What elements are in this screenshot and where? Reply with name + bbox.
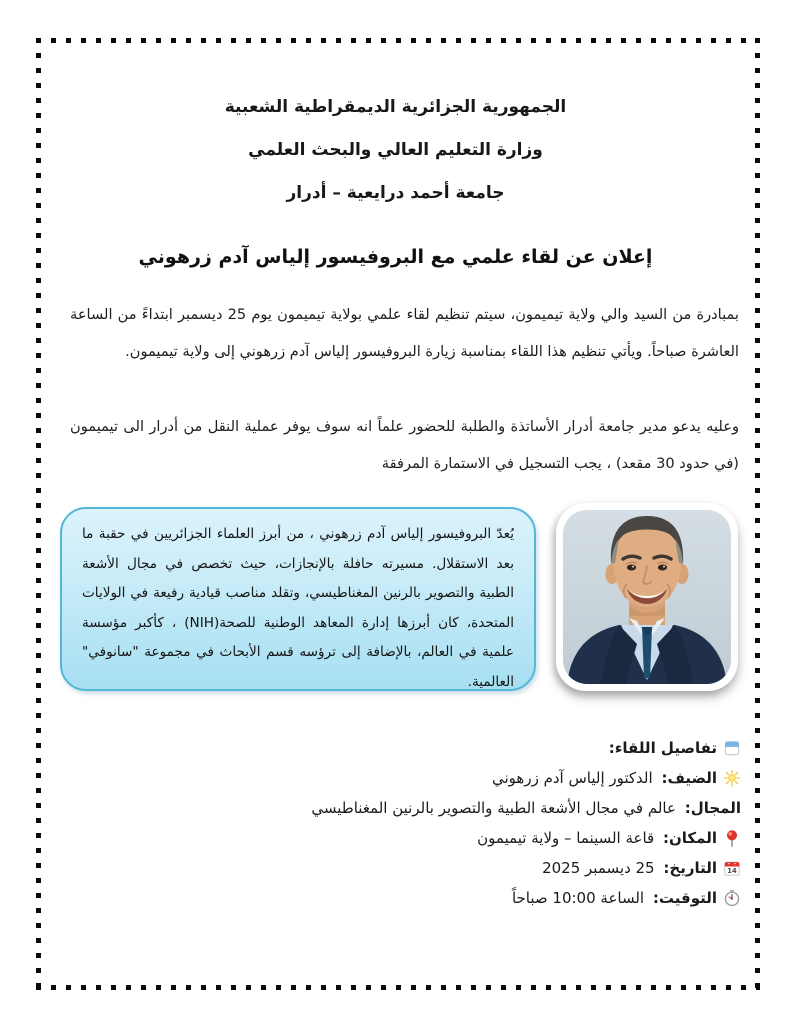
detail-time bbox=[60, 883, 741, 913]
intro-paragraph: بمبادرة من السيد والي ولاية تيميمون، سيتم تنظيم لقاء علمي بولاية تيميمون يوم 25 ديسمبر ابتداءً من الساعة العاشرة صباحاً. ويأتي تنظيم هذا اللقاء بمناسبة زيارة البروفيسور إلياس آدم زرهوني إلى ولاية تيميمون. bbox=[70, 306, 739, 360]
svg-text:14: 14 bbox=[727, 867, 737, 876]
header-ministry-line: وزارة التعليم العالي والبحث العلمي bbox=[248, 140, 543, 160]
professor-portrait-illustration bbox=[563, 510, 731, 684]
header-university-line: جامعة أحمد درايعية – أدرار bbox=[286, 183, 505, 203]
page-border-right bbox=[755, 38, 760, 990]
page-border-bottom bbox=[36, 985, 760, 990]
field-label: المجال: bbox=[684, 799, 741, 817]
professor-portrait bbox=[563, 510, 731, 684]
pin-icon bbox=[723, 829, 741, 847]
page-border-top bbox=[36, 38, 760, 43]
professor-photo-card bbox=[556, 503, 738, 691]
time-label: التوقيت: bbox=[652, 889, 717, 907]
notepad-calendar-icon bbox=[723, 739, 741, 757]
detail-field bbox=[60, 793, 741, 823]
time-value: الساعة 10:00 صباحاً bbox=[511, 889, 645, 907]
field-value: عالم في مجال الأشعة الطبية والتصوير بالرنين المغناطيسي bbox=[311, 799, 676, 817]
invitation-paragraph: وعليه يدعو مدير جامعة أدرار الأساتذة والطلبة للحضور علماً انه سوف يوفر عملية النقل من أدرار الى تيميمون (في حدود 30 مقعد) ، يجب التسجيل في الاستمارة المرفقة bbox=[70, 418, 739, 472]
meeting-details bbox=[60, 733, 741, 913]
details-heading-label: تفاصيل اللقاء: bbox=[608, 739, 717, 757]
detail-date bbox=[60, 853, 741, 883]
date-value: 25 ديسمبر 2025 bbox=[542, 859, 655, 877]
guest-value: الدكتور إلياس آدم زرهوني bbox=[491, 769, 653, 787]
header-republic-line: الجمهورية الجزائرية الديمقراطية الشعبية bbox=[224, 97, 567, 117]
location-value: قاعة السينما – ولاية تيميمون bbox=[477, 829, 655, 847]
guest-label: الضيف: bbox=[661, 769, 717, 787]
professor-bio-text: يُعدّ البروفيسور إلياس آدم زرهوني ، من أبرز العلماء الجزائريين في حقبة ما بعد الاستقلال. مسيرته حافلة بالإنجازات، حيث تخصص في مجال الأشعة الطبية والتصوير بالرنين المغناطيسي، وتقلد مناصب قيادية رفيعة في الولايات المتحدة، كان أبرزها إدارة المعاهد الوطنية للصحة(NIH) ، كأكبر مؤسسة علمية في العالم، بالإضافة إلى ترؤسه قسم الأبحاث في مجموعة "سانوفي" العالمية. bbox=[82, 526, 515, 690]
location-label: المكان: bbox=[663, 829, 717, 847]
official-header bbox=[40, 86, 751, 215]
calendar-icon bbox=[723, 859, 741, 877]
date-label: التاريخ: bbox=[663, 859, 717, 877]
detail-location bbox=[60, 823, 741, 853]
page-title: إعلان عن لقاء علمي مع البروفيسور إلياس آدم زرهوني bbox=[138, 246, 653, 268]
professor-bio-box bbox=[60, 507, 536, 691]
details-heading-line bbox=[60, 733, 741, 763]
clock-icon bbox=[723, 889, 741, 907]
sun-icon bbox=[723, 769, 741, 787]
detail-guest bbox=[60, 763, 741, 793]
